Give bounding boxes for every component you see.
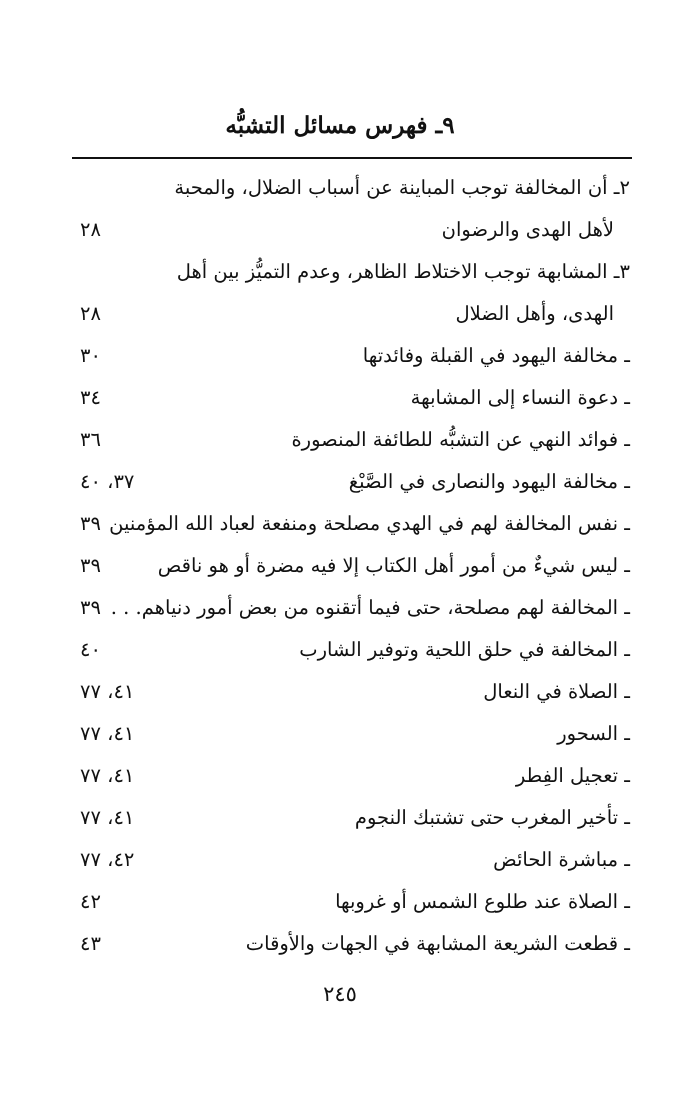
entry-text: ـ دعوة النساء إلى المشابهة [410, 386, 630, 409]
index-entry [60, 672, 660, 712]
index-entry [60, 588, 660, 628]
entry-text: ـ الصلاة عند طلوع الشمس أو غروبها [335, 890, 630, 913]
entry-pages: ٤١، ٧٧ [80, 764, 135, 787]
entry-text: ـ الصلاة في النعال [483, 680, 630, 703]
index-entry [60, 630, 660, 670]
entry-pages: ٢٨ [80, 302, 101, 325]
entry-text: ـ فوائد النهي عن التشبُّه للطائفة المنصورة [291, 428, 630, 451]
entry-text: ـ مخالفة اليهود في القبلة وفائدتها [362, 344, 630, 367]
entry-pages: ٣٧، ٤٠ [80, 470, 135, 493]
entry-pages: ٣٤ [80, 386, 101, 409]
index-entry [60, 294, 660, 334]
entry-pages: ٤١، ٧٧ [80, 722, 135, 745]
entry-pages: ٤٢ [80, 890, 101, 913]
entry-text: لأهل الهدى والرضوان [441, 218, 614, 241]
entry-text: ـ ليس شيءٌ من أمور أهل الكتاب إلا فيه مضرة أو هو ناقص [157, 554, 630, 577]
entry-pages: ٣٩ [80, 512, 101, 535]
index-entry [60, 924, 660, 964]
index-entry [60, 420, 660, 460]
entry-text: ـ تعجيل الفِطر [515, 764, 630, 787]
entry-pages: ٤١، ٧٧ [80, 806, 135, 829]
index-entry [60, 504, 660, 544]
entry-pages: ٤٢، ٧٧ [80, 848, 135, 871]
entry-pages: ٣٩ [80, 596, 101, 619]
index-entry [60, 462, 660, 502]
index-entry [60, 546, 660, 586]
index-entry [60, 882, 660, 922]
entry-pages: ٤٣ [80, 932, 101, 955]
index-entry [60, 798, 660, 838]
entry-pages: ٤١، ٧٧ [80, 680, 135, 703]
entry-text: ـ مباشرة الحائض [493, 848, 630, 871]
entry-text: ـ المخالفة لهم مصلحة، حتى فيما أتقنوه من بعض أمور دنياهم. . . [110, 596, 630, 619]
entry-pages: ٢٨ [80, 218, 101, 241]
index-entry [60, 378, 660, 418]
index-entry [60, 168, 660, 208]
entry-text: ـ المخالفة في حلق اللحية وتوفير الشارب [299, 638, 630, 661]
index-entry [60, 336, 660, 376]
entry-pages: ٣٦ [80, 428, 101, 451]
entry-text: الهدى، وأهل الضلال [455, 302, 614, 325]
entry-text: ـ تأخير المغرب حتى تشتبك النجوم [354, 806, 630, 829]
index-entry [60, 840, 660, 880]
entry-text: ـ نفس المخالفة لهم في الهدي مصلحة ومنفعة لعباد الله المؤمنين [109, 512, 630, 535]
section-title: ٩ـ فهرس مسائل التشبُّه [225, 112, 455, 139]
index-entry [60, 756, 660, 796]
entry-text: ـ السحور [557, 722, 630, 745]
index-entry [60, 210, 660, 250]
entry-pages: ٣٠ [80, 344, 101, 367]
entry-text: ـ مخالفة اليهود والنصارى في الصَّبْغ [348, 470, 630, 493]
page-number: ٢٤٥ [323, 982, 357, 1006]
entry-pages: ٤٠ [80, 638, 101, 661]
entry-pages: ٣٩ [80, 554, 101, 577]
index-entry [60, 252, 660, 292]
entry-text: ـ قطعت الشريعة المشابهة في الجهات والأوقات [245, 932, 630, 955]
entry-text: ٣ـ المشابهة توجب الاختلاط الظاهر، وعدم التميُّز بين أهل [176, 260, 630, 283]
index-entry [60, 714, 660, 754]
entry-text: ٢ـ أن المخالفة توجب المباينة عن أسباب الضلال، والمحبة [174, 176, 630, 199]
